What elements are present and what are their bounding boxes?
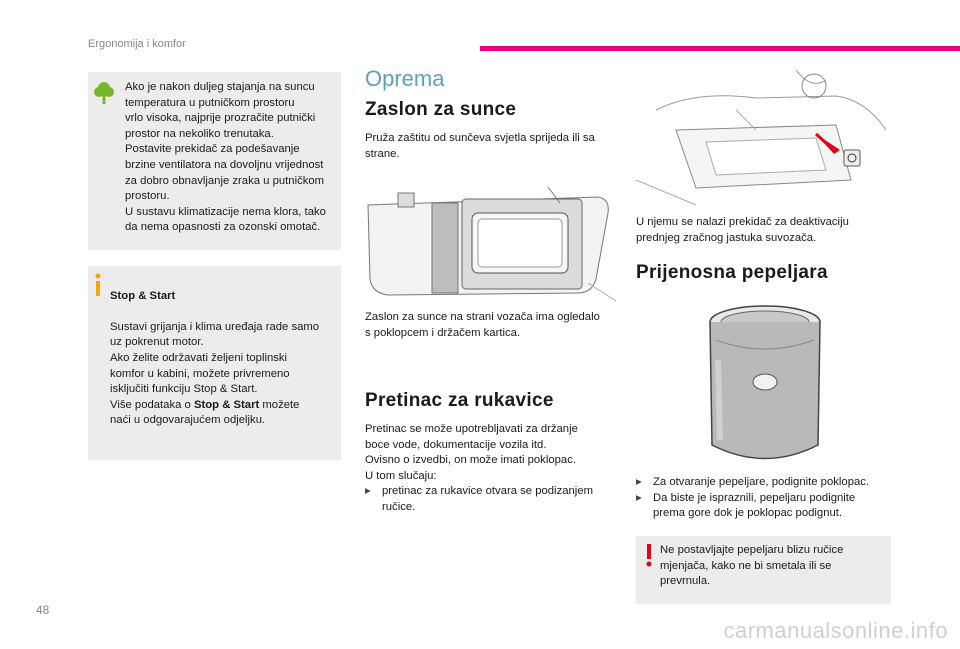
glovebox-text: Pretinac se može upotrebljavati za držanje boce vode, dokumentacije vozila itd. Ovisno o izvedbi, on može imati poklopac. U tom slučaju: xyxy=(365,423,578,482)
info-box-bold: Stop & Start xyxy=(193,398,260,411)
ashtray-bullet-2 xyxy=(636,491,896,522)
warning-text: Ne postavljajte pepeljaru blizu ručice mjenjača, kako ne bi smetala ili se prevrnula. xyxy=(660,544,844,588)
warning-icon xyxy=(644,543,654,567)
section-header: Ergonomija i komfor xyxy=(88,38,186,50)
info-box-text-2: možete naći u odgovarajućem odjeljku. xyxy=(110,398,300,427)
sun-visor-heading: Zaslon za sunce xyxy=(365,99,517,120)
header-accent-line xyxy=(480,46,960,51)
glovebox-illustration xyxy=(636,70,891,205)
eco-tree-icon xyxy=(93,80,115,106)
bullet-arrow-icon: ▸ xyxy=(365,485,371,497)
section-title: Oprema xyxy=(365,66,445,91)
info-icon xyxy=(93,273,103,297)
ashtray-illustration xyxy=(700,300,830,465)
bullet-arrow-icon: ▸ xyxy=(636,491,642,504)
info-box-title: Stop & Start xyxy=(110,289,176,302)
ashtray-bullet-1 xyxy=(636,475,896,491)
glovebox-bullet-text: pretinac za rukavice otvara se podizanjem ručice. xyxy=(382,485,593,513)
glovebox-caption: U njemu se nalazi prekidač za deaktivaciju prednjeg zračnog jastuka suvozača. xyxy=(636,216,849,244)
ashtray-bullet-2-text: Da biste je ispraznili, pepeljaru podignite prema gore dok je poklopac podignut. xyxy=(653,491,856,520)
ashtray-bullets xyxy=(636,475,896,522)
ashtray-bullet-1-text: Za otvaranje pepeljare, podignite poklopac. xyxy=(653,476,870,488)
info-box-content xyxy=(110,273,340,429)
info-box-text-1: Sustavi grijanja i klima uređaja rade samo uz pokrenut motor. Ako želite održavati željeni toplinski komfor u kabini, možete privremeno isključiti funkciju Stop & Start. Više podataka o xyxy=(110,320,320,411)
sun-visor-illustration xyxy=(358,183,618,303)
ashtray-heading: Prijenosna pepeljara xyxy=(636,262,828,283)
bullet-arrow-icon: ▸ xyxy=(636,476,642,488)
sun-visor-caption: Zaslon za sunce na strani vozača ima ogledalo s poklopcem i držačem kartica. xyxy=(365,311,600,339)
eco-tip-text: Ako je nakon duljeg stajanja na suncu temperatura u putničkom prostoru vrlo visoka, najprije prozračite putnički prostor na nekoliko trenutaka. Postavite prekidač za podešavanje brzine ventilatora na dovoljnu vrijednost za dobro obnavljanje zraka u putničkom prostoru. U sustavu klimatizacije nema klora, tako da nema opasnosti za ozonski omotač. xyxy=(125,81,326,234)
glovebox-heading: Pretinac za rukavice xyxy=(365,390,554,411)
page-number: 48 xyxy=(36,603,50,617)
glovebox-bullet xyxy=(365,484,620,515)
sun-visor-intro: Pruža zaštitu od sunčeva svjetla sprijeda ili sa strane. xyxy=(365,132,595,160)
watermark: carmanualsonline.info xyxy=(723,618,948,643)
